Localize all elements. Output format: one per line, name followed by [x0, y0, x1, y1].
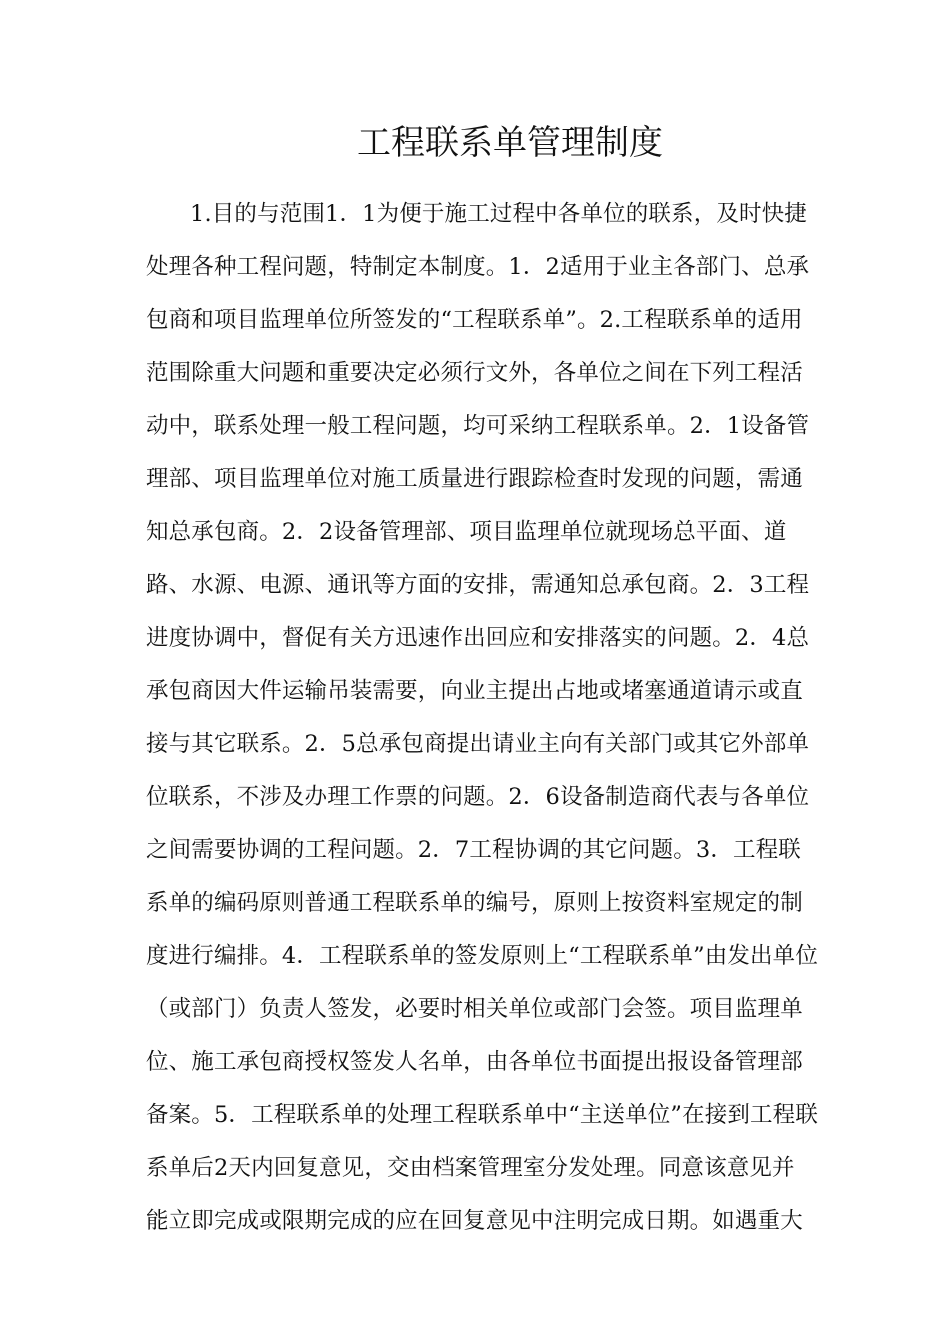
body-line: 动中，联系处理一般工程问题，均可采纳工程联系单。2．1设备管: [146, 413, 810, 439]
body-line: 承包商因大件运输吊装需要，向业主提出占地或堵塞通道请示或直: [146, 678, 803, 704]
body-line: 位联系，不涉及办理工作票的问题。2．6设备制造商代表与各单位: [146, 784, 810, 810]
body-line: 理部、项目监理单位对施工质量进行跟踪检查时发现的问题，需通: [146, 466, 803, 492]
body-line: 进度协调中，督促有关方迅速作出回应和安排落实的问题。2．4总: [146, 625, 810, 651]
body-line: 1.目的与范围1．1为便于施工过程中各单位的联系，及时快捷: [190, 201, 807, 227]
body-line: 系单的编码原则普通工程联系单的编号，原则上按资料室规定的制: [146, 890, 803, 916]
body-line: 备案。5．工程联系单的处理工程联系单中“主送单位”在接到工程联: [146, 1102, 818, 1128]
body-line: 范围除重大问题和重要决定必须行文外，各单位之间在下列工程活: [146, 360, 803, 386]
body-line: 路、水源、电源、通讯等方面的安排，需通知总承包商。2．3工程: [146, 572, 810, 598]
body-line: 位、施工承包商授权签发人名单，由各单位书面提出报设备管理部: [146, 1049, 803, 1075]
body-line: 知总承包商。2．2设备管理部、项目监理单位就现场总平面、道: [146, 519, 787, 545]
body-line: 接与其它联系。2．5总承包商提出请业主向有关部门或其它外部单: [146, 731, 810, 757]
body-line: 之间需要协调的工程问题。2．7工程协调的其它问题。3．工程联: [146, 837, 801, 863]
document-title: 工程联系单管理制度: [357, 123, 663, 163]
document-body: [146, 188, 826, 1248]
body-line: 系单后2天内回复意见，交由档案管理室分发处理。同意该意见并: [146, 1155, 795, 1181]
body-line: （或部门）负责人签发，必要时相关单位或部门会签。项目监理单: [146, 996, 803, 1022]
body-line: 处理各种工程问题，特制定本制度。1．2适用于业主各部门、总承: [146, 254, 810, 280]
body-line: 包商和项目监理单位所签发的“工程联系单”。2.工程联系单的适用: [146, 307, 803, 333]
body-line: 度进行编排。4．工程联系单的签发原则上“工程联系单”由发出单位: [146, 943, 818, 969]
body-line: 能立即完成或限期完成的应在回复意见中注明完成日期。如遇重大: [146, 1208, 803, 1234]
